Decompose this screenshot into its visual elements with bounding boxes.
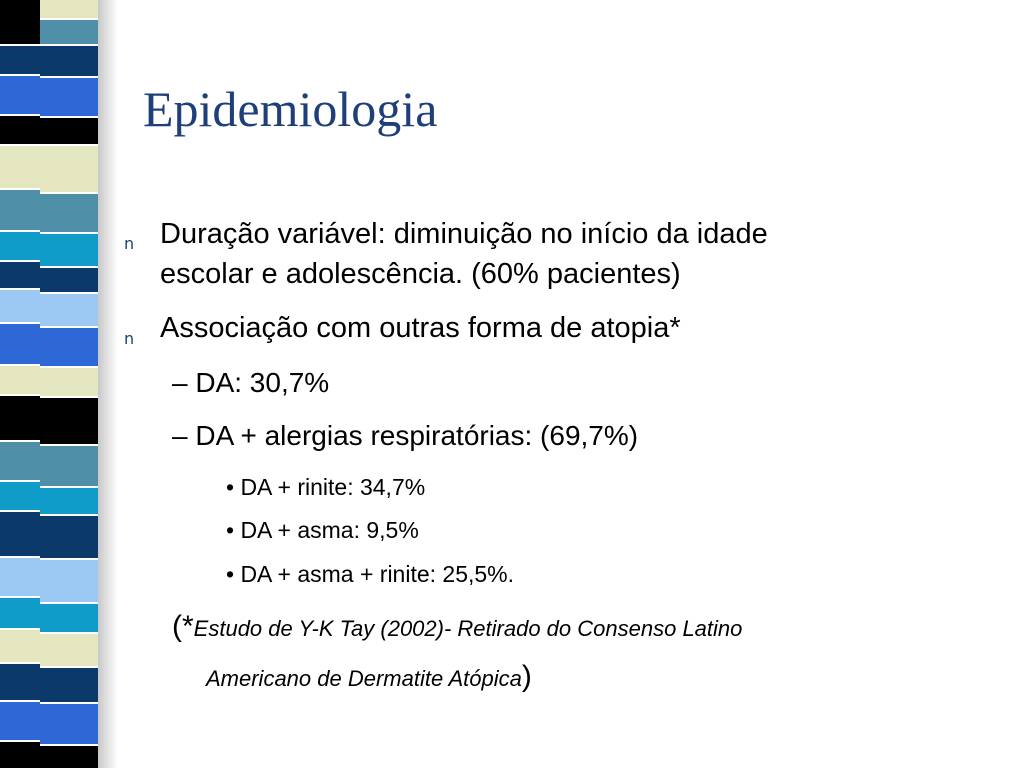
footnote-text-1: Estudo de Y-K Tay (2002)- Retirado do Consenso Latino: [193, 616, 743, 641]
sub-sub-item-asma-rinite: • DA + asma + rinite: 25,5%.: [226, 561, 515, 587]
bullet-1-line-1: Duração variável: diminuição no início da idade: [160, 218, 768, 250]
footnote-line-2: [206, 660, 532, 694]
sub-item-da-alergias: – DA + alergias respiratórias: (69,7%): [172, 420, 639, 451]
bullet-2-line-1: Associação com outras forma de atopia*: [160, 312, 681, 344]
bullet-marker: n: [124, 234, 135, 253]
slide-title: Epidemiologia: [143, 81, 438, 137]
footnote-open: (*: [172, 610, 194, 643]
bullet-1-line-2: escolar e adolescência. (60% pacientes): [160, 258, 681, 290]
sub-item-da: – DA: 30,7%: [172, 367, 330, 398]
sub-sub-item-asma: • DA + asma: 9,5%: [226, 517, 419, 543]
sub-sub-item-rinite: • DA + rinite: 34,7%: [226, 474, 426, 500]
footnote-line-1: [172, 610, 742, 644]
bullet-marker: n: [124, 329, 135, 348]
footnote-close: ): [521, 660, 532, 693]
footnote-text-2: Americano de Dermatite Atópica: [206, 666, 522, 691]
